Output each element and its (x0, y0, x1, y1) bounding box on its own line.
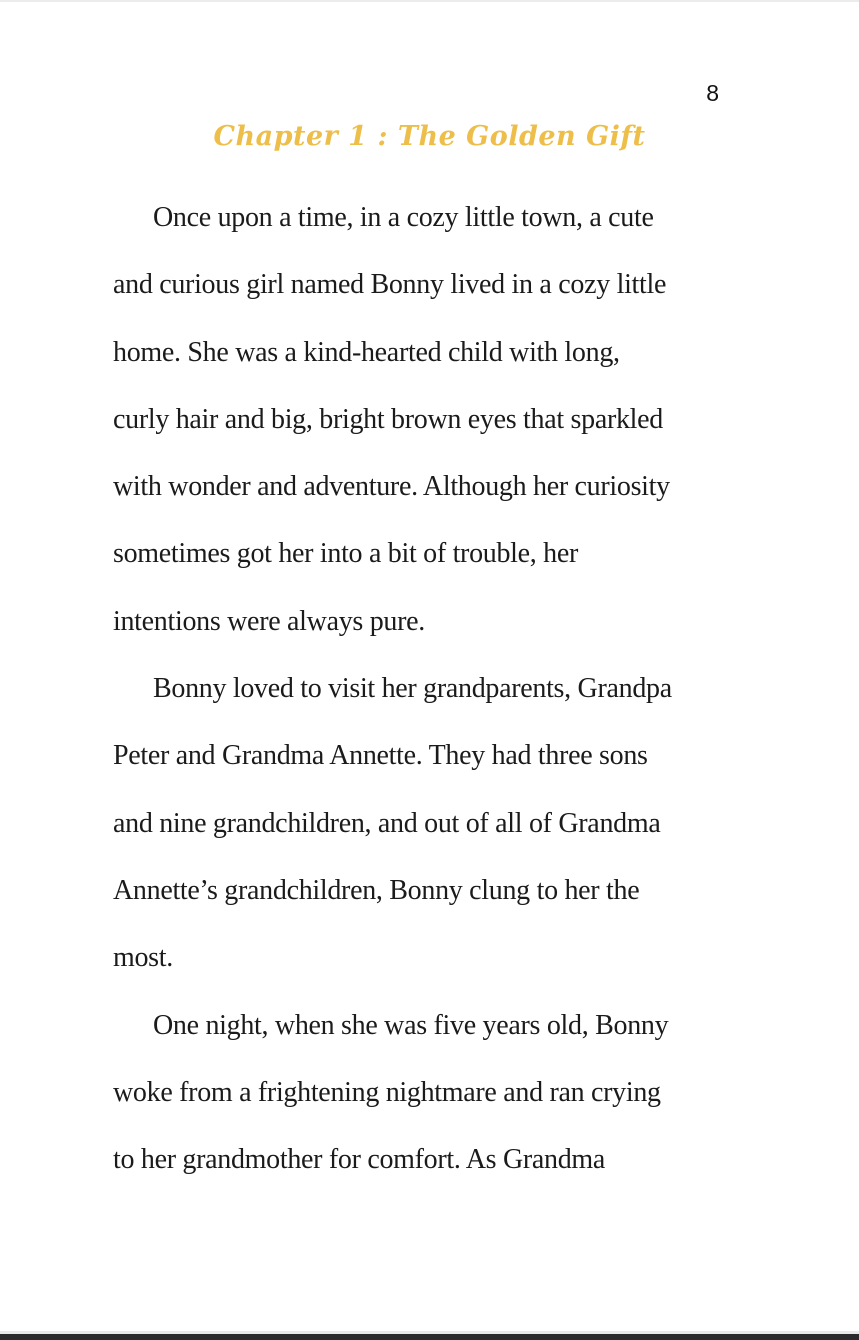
text-line: with wonder and adventure. Although her curiosity (113, 471, 670, 503)
text-line: curly hair and big, bright brown eyes that sparkled (113, 403, 663, 435)
text-line: Peter and Grandma Annette. They had three sons (113, 740, 648, 772)
text-line: Annette’s grandchildren, Bonny clung to her the (113, 874, 640, 906)
text-line: Once upon a time, in a cozy little town, a cute (153, 202, 654, 233)
top-divider (0, 0, 859, 2)
text-line: sometimes got her into a bit of trouble, her (113, 538, 579, 570)
text-line: to her grandmother for comfort. As Grandma (113, 1144, 606, 1176)
text-line: intentions were always pure. (113, 605, 425, 637)
text-line: woke from a frightening nightmare and ran crying (113, 1076, 661, 1108)
bottom-bar-strip (0, 1334, 859, 1340)
text-line: and nine grandchildren, and out of all of Grandma (113, 807, 661, 839)
text-line: Bonny loved to visit her grandparents, Grandpa (153, 673, 672, 705)
body-text (113, 184, 753, 1193)
chapter-title: Chapter 1 : The Golden Gift (213, 121, 646, 152)
bottom-bar (0, 1331, 859, 1340)
text-line: and curious girl named Bonny lived in a cozy little (113, 269, 667, 301)
text-line: home. She was a kind-hearted child with long, (113, 336, 620, 368)
text-line: most. (113, 942, 173, 974)
text-line: One night, when she was five years old, Bonny (153, 1009, 669, 1041)
page-number: 8 (706, 80, 719, 106)
